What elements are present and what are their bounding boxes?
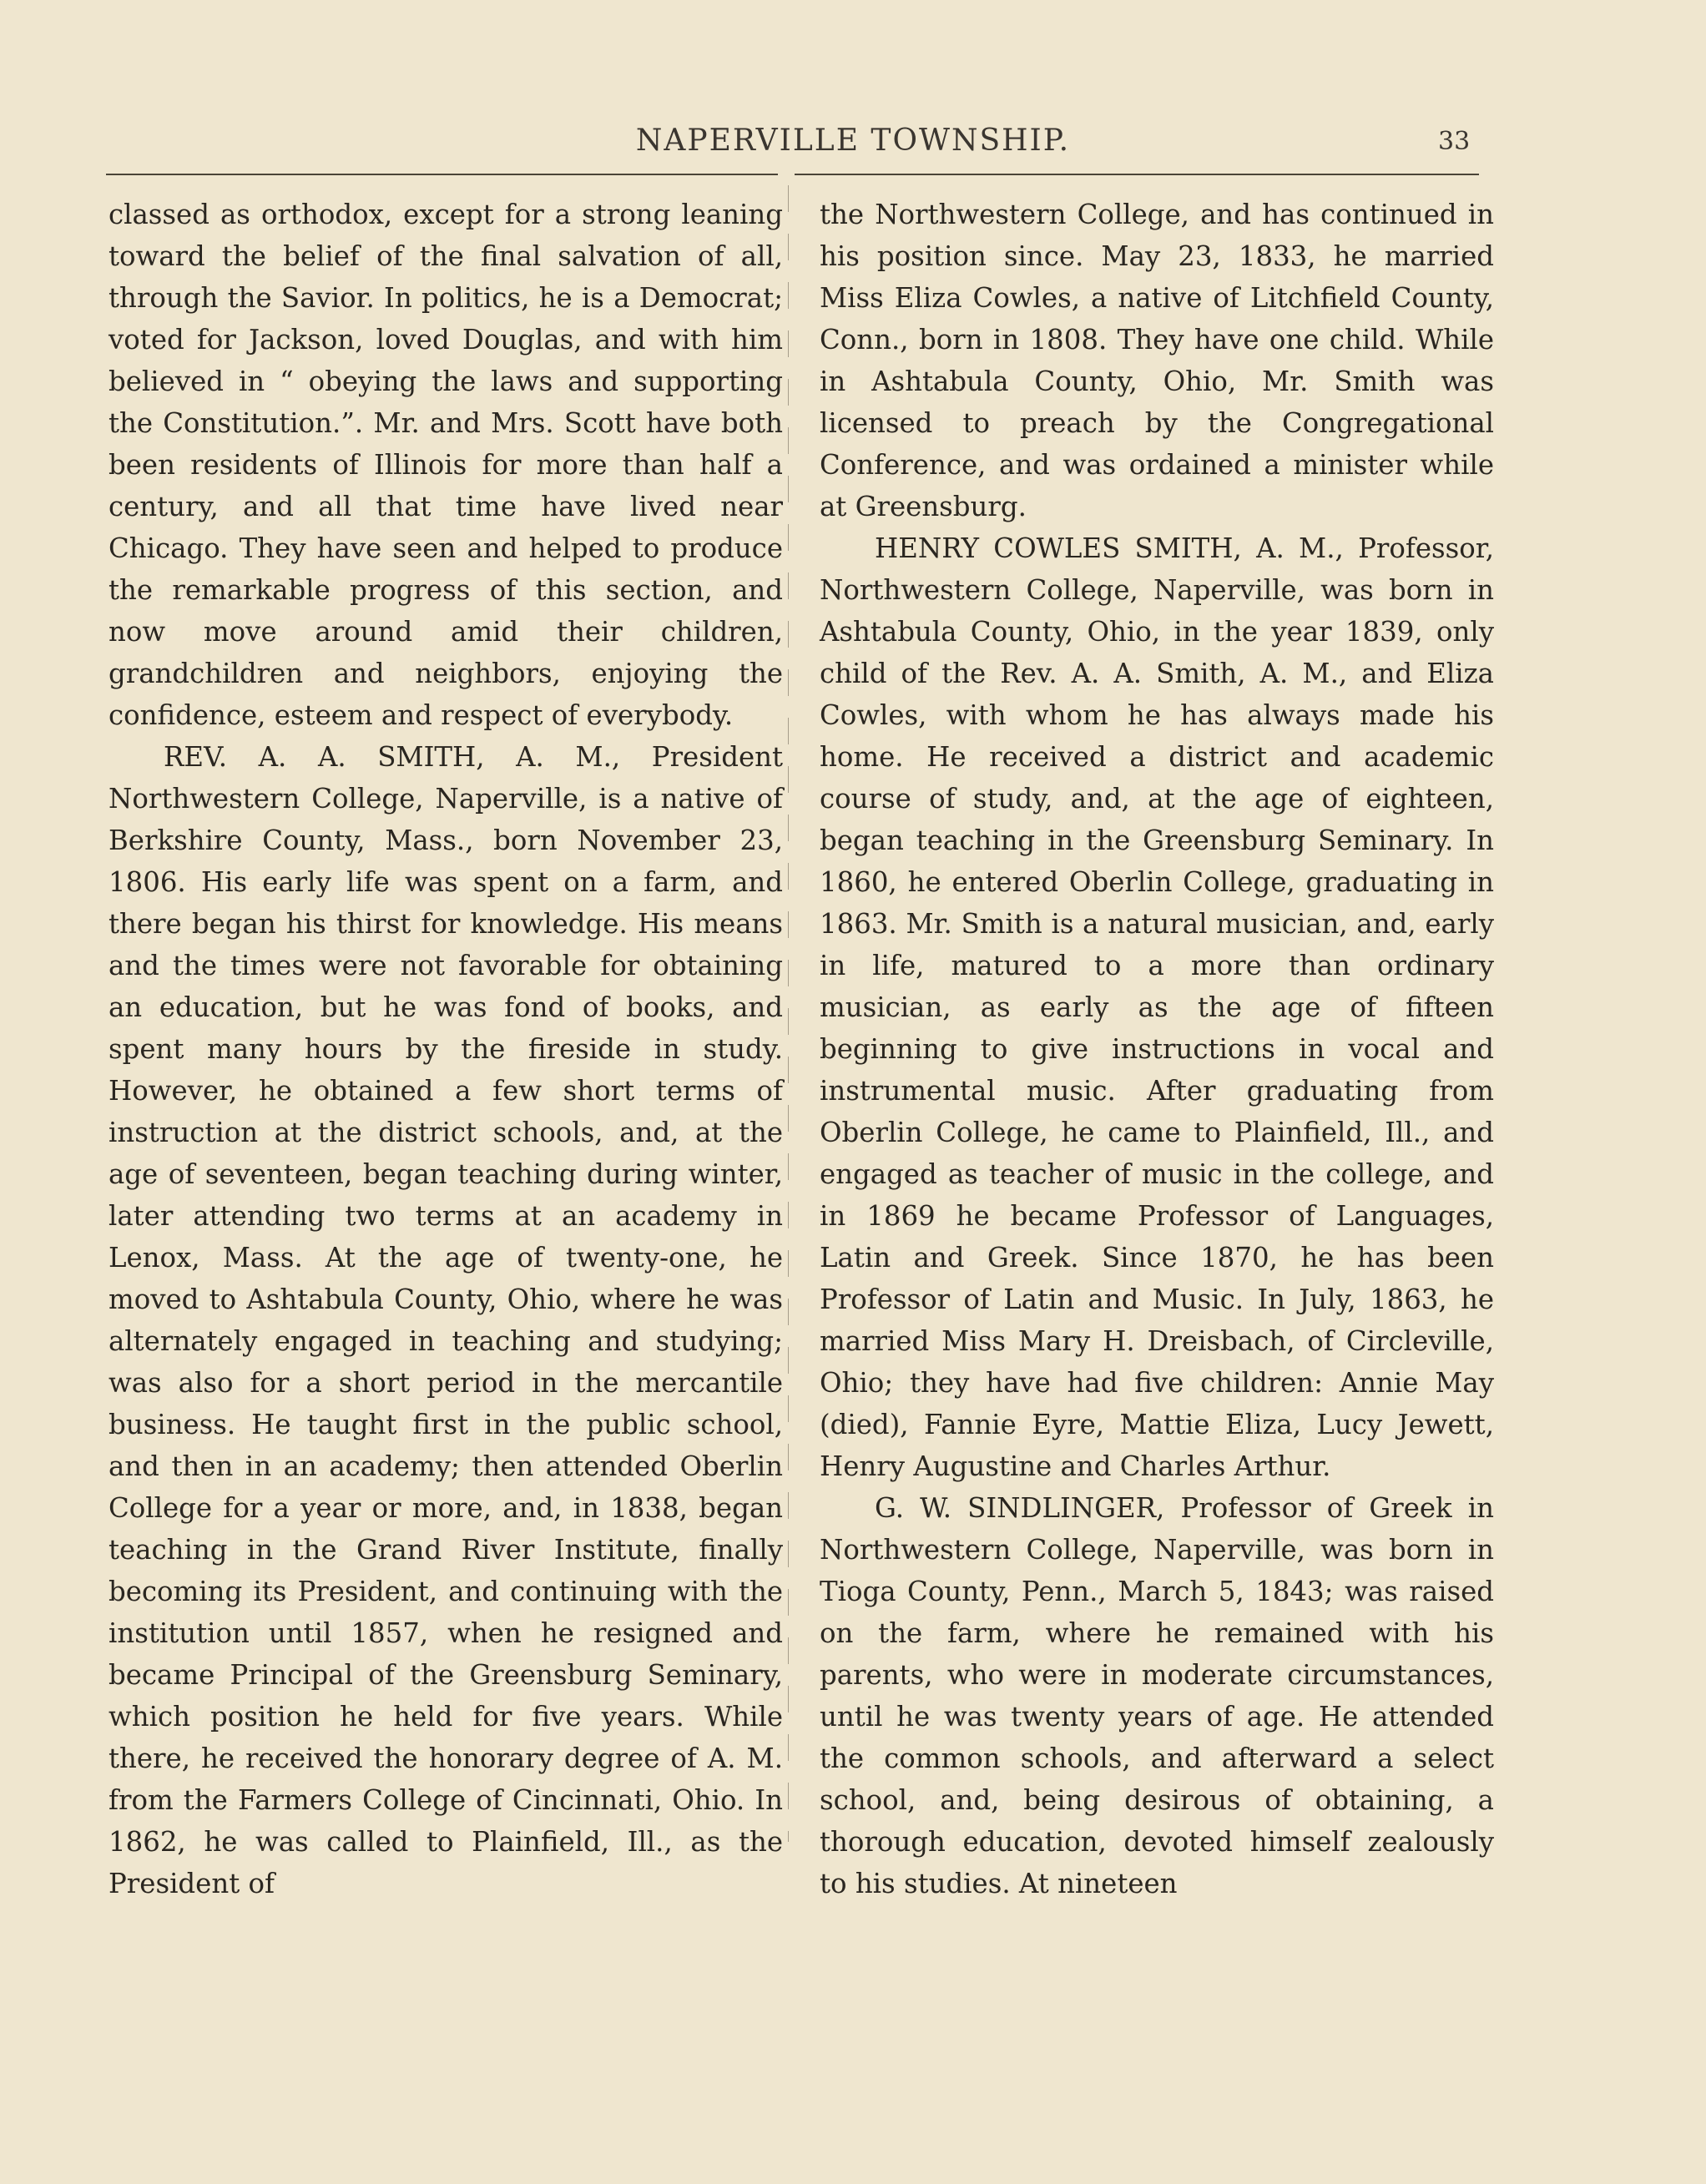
paragraph-henry-cowles-smith: HENRY COWLES SMITH, A. M., Professor, Northwestern College, Naperville, was born in Ashtabula County, Ohio, in the year 1839, only child of the Rev. A. A. Smith, A. M., and Eliza Cowles, with whom he has always made his home. He received a district and academic course of study, and, at the age of eighteen, began teaching in the Greensburg Seminary. In 1860, he entered Oberlin College, graduating in 1863. Mr. Smith is a natural musician, and, early in life, matured to a more than ordinary musician, as early as the age of fifteen beginning to give instructions in vocal and instrumental music. After graduating from Oberlin College, he came to Plainfield, Ill., and engaged as teacher of music in the college, and in 1869 he became Professor of Languages, Latin and Greek. Since 1870, he has been Professor of Latin and Music. In July, 1863, he married Miss Mary H. Dreisbach, of Circleville, Ohio; they have had five children: Annie May (died), Fannie Eyre, Mattie Eliza, Lucy Jewett, Henry Augustine and Charles Arthur. [820, 532, 1494, 1482]
column-divider [788, 185, 789, 1842]
page-number: 33 [1438, 127, 1471, 156]
header-rule-left [106, 174, 778, 175]
paragraph-aa-smith-continued: the Northwestern College, and has continued in his position since. May 23, 1833, he married Miss Eliza Cowles, a native of Litchfield County, Conn., born in 1808. They have one child. While in Ashtabula County, Ohio, Mr. Smith was licensed to preach by the Congregational Conference, and was ordained a minister while at Greensburg. [820, 199, 1494, 522]
paragraph-rev-aa-smith: REV. A. A. SMITH, A. M., President Northwestern College, Naperville, is a native of Berkshire County, Mass., born November 23, 1806. His early life was spent on a farm, and there began his thirst for knowledge. His means and the times were not favorable for obtaining an education, but he was fond of books, and spent many hours by the fireside in study. However, he obtained a few short terms of instruction at the district schools, and, at the age of seventeen, began teaching during winter, later attending two terms at an academy in Lenox, Mass. At the age of twenty-one, he moved to Ashtabula County, Ohio, where he was alternately engaged in teaching and studying; was also for a short period in the mercantile business. He taught first in the public school, and then in an academy; then attended Oberlin College for a year or more, and, in 1838, began teaching in the Grand River Institute, finally becoming its President, and continuing with the institution until 1857, when he resigned and became Principal of the Greensburg Seminary, which position he held for five years. While there, he received the honorary degree of A. M. from the Farmers College of Cincinnati, Ohio. In 1862, he was called to Plainfield, Ill., as the President of [109, 741, 783, 1899]
right-column [820, 194, 1494, 1904]
running-header-title: NAPERVILLE TOWNSHIP. [635, 124, 1071, 158]
paragraph-scott-continued: classed as orthodox, except for a strong leaning toward the belief of the final salvation of all, through the Savior. In politics, he is a Democrat; voted for Jackson, loved Douglas, and with him believed in “ obeying the laws and supporting the Constitution.”. Mr. and Mrs. Scott have both been residents of Illinois for more than half a century, and all that time have lived near Chicago. They have seen and helped to produce the remarkable progress of this section, and now move around amid their children, grandchildren and neighbors, enjoying the confidence, esteem and respect of everybody. [109, 199, 783, 731]
paragraph-gw-sindlinger: G. W. SINDLINGER, Professor of Greek in Northwestern College, Naperville, was born in Tioga County, Penn., March 5, 1843; was raised on the farm, where he remained with his parents, who were in moderate circumstances, until he was twenty years of age. He attended the common schools, and afterward a select school, and, being desirous of obtaining, a thorough education, devoted himself zealously to his studies. At nineteen [820, 1492, 1494, 1899]
left-column [109, 194, 783, 1904]
header-rule-right [795, 174, 1479, 175]
